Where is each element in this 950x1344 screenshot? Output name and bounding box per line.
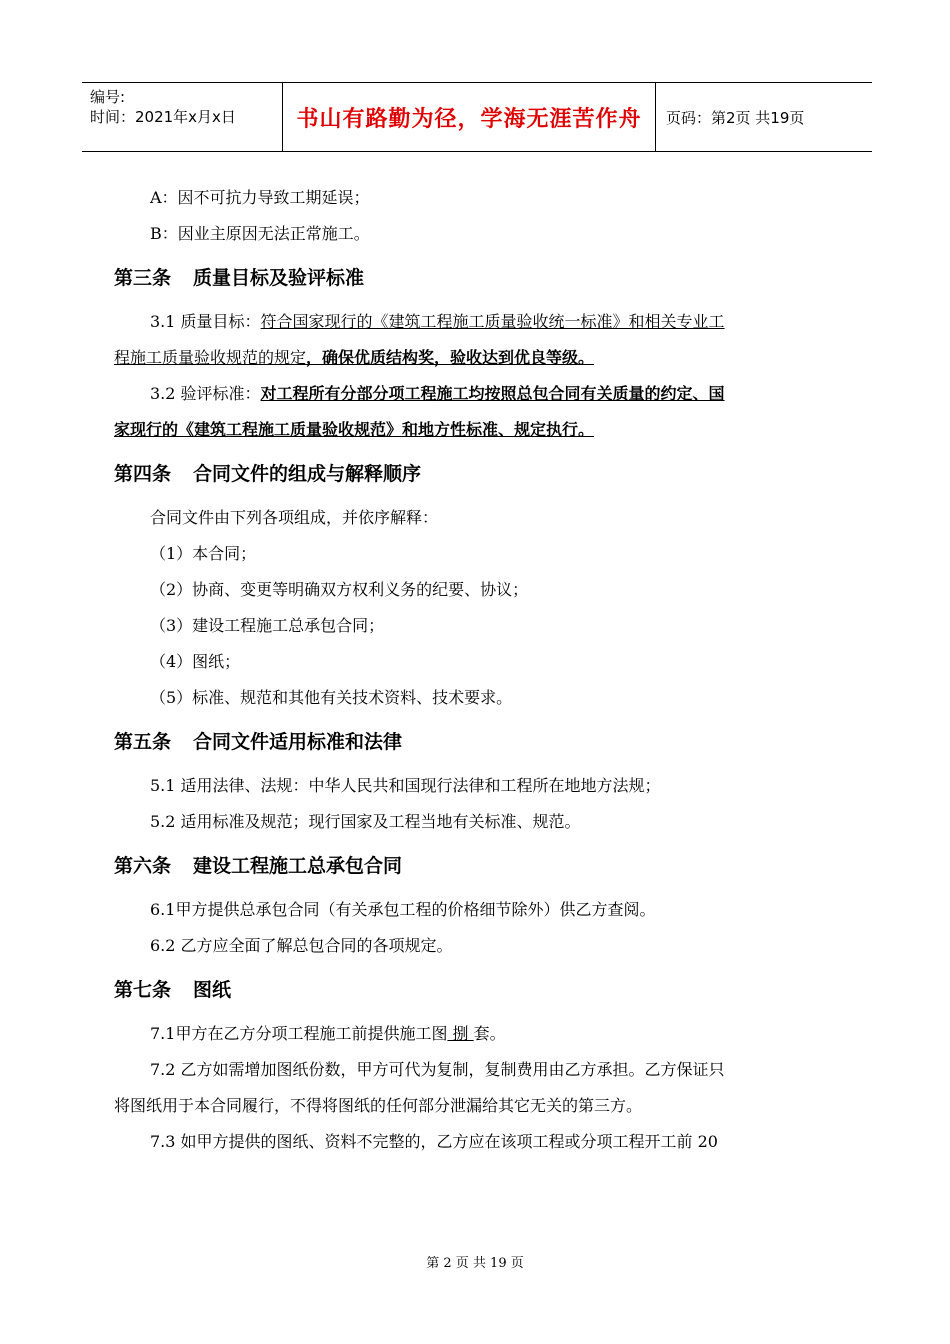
page-footer: 第 2 页 共 19 页 bbox=[426, 1256, 524, 1271]
header-page-info: 页码：第2页 共19页 bbox=[666, 108, 805, 127]
article-5-number: 第五条 bbox=[114, 731, 172, 753]
article-7-number: 第七条 bbox=[114, 979, 172, 1001]
article-6-number: 第六条 bbox=[114, 855, 172, 877]
article-3-number: 第三条 bbox=[114, 267, 172, 289]
article-7-heading bbox=[114, 964, 844, 1016]
article-4-item-3: （3）建设工程施工总承包合同； bbox=[150, 616, 385, 635]
article-6-title: 建设工程施工总承包合同 bbox=[193, 855, 403, 877]
clause-5-1: 5.1 适用法律、法规：中华人民共和国现行法律和工程所在地地方法规； bbox=[150, 776, 661, 795]
clause-7-1-text: 7.1甲方在乙方分项工程施工前提供施工图 bbox=[150, 1024, 448, 1043]
clause-7-1-blank: 捌 bbox=[447, 1024, 474, 1043]
article-4-intro: 合同文件由下列各项组成，并依序解释： bbox=[150, 508, 439, 527]
clause-7-2-line-2: 将图纸用于本合同履行，不得将图纸的任何部分泄漏给其它无关的第三方。 bbox=[114, 1096, 643, 1115]
article-4-title: 合同文件的组成与解释顺序 bbox=[193, 463, 422, 485]
clause-3-2-line-2 bbox=[114, 412, 844, 448]
header-meta bbox=[82, 83, 283, 151]
clause-3-1-line-1 bbox=[114, 304, 844, 340]
clause-3-1-line-2 bbox=[114, 340, 844, 376]
article-4-item-2: （2）协商、变更等明确双方权利义务的纪要、协议； bbox=[150, 580, 529, 599]
clause-7-2-line-1: 7.2 乙方如需增加图纸份数，甲方可代为复制，复制费用由乙方承担。乙方保证只 bbox=[150, 1060, 725, 1079]
clause-3-1-underlined-1: 符合国家现行的《建筑工程施工质量验收统一标准》和相关专业工 bbox=[260, 312, 725, 331]
clause-3-2-line-1 bbox=[114, 376, 844, 412]
article-4-item-1: （1）本合同； bbox=[150, 544, 257, 563]
clause-3-1-label: 3.1 质量目标： bbox=[150, 312, 261, 331]
article-6-heading bbox=[114, 840, 844, 892]
header-motto: 书山有路勤为径，学海无涯苦作舟 bbox=[283, 83, 656, 151]
clause-a: A：因不可抗力导致工期延误； bbox=[150, 188, 370, 207]
article-7-title: 图纸 bbox=[193, 979, 232, 1001]
clause-7-1-suffix: 套。 bbox=[473, 1024, 506, 1043]
clause-3-1-underlined-2: 程施工质量验收规范的规定 bbox=[114, 348, 307, 367]
article-3-title: 质量目标及验评标准 bbox=[193, 267, 365, 289]
article-4-number: 第四条 bbox=[114, 463, 172, 485]
clause-3-2-bold-2: 家现行的《建筑工程施工质量验收规范》和地方性标准、规定执行。 bbox=[114, 420, 595, 439]
header-table bbox=[82, 82, 872, 152]
clause-6-2: 6.2 乙方应全面了解总包合同的各项规定。 bbox=[150, 936, 453, 955]
header-number: 编号: bbox=[90, 88, 126, 106]
article-4-item-5: （5）标准、规范和其他有关技术资料、技术要求。 bbox=[150, 688, 513, 707]
clause-3-1-bold: ，确保优质结构奖，验收达到优良等级。 bbox=[306, 348, 595, 367]
article-4-item-4: （4）图纸； bbox=[150, 652, 241, 671]
clause-b: B：因业主原因无法正常施工。 bbox=[150, 224, 370, 243]
clause-5-2: 5.2 适用标准及规范；现行国家及工程当地有关标准、规范。 bbox=[150, 812, 581, 831]
article-5-title: 合同文件适用标准和法律 bbox=[193, 731, 403, 753]
clause-7-1 bbox=[114, 1016, 844, 1052]
clause-6-1: 6.1甲方提供总承包合同（有关承包工程的价格细节除外）供乙方查阅。 bbox=[150, 900, 656, 919]
clause-3-2-label: 3.2 验评标准： bbox=[150, 384, 261, 403]
header-time: 时间：2021年x月x日 bbox=[90, 108, 236, 126]
article-3-heading bbox=[114, 252, 844, 304]
clause-3-2-bold-1: 对工程所有分部分项工程施工均按照总包合同有关质量的约定、国 bbox=[260, 384, 725, 403]
article-5-heading bbox=[114, 716, 844, 768]
clause-7-3-line-1: 7.3 如甲方提供的图纸、资料不完整的，乙方应在该项工程或分项工程开工前 20 bbox=[150, 1132, 718, 1151]
document-body bbox=[114, 180, 844, 1160]
article-4-heading bbox=[114, 448, 844, 500]
